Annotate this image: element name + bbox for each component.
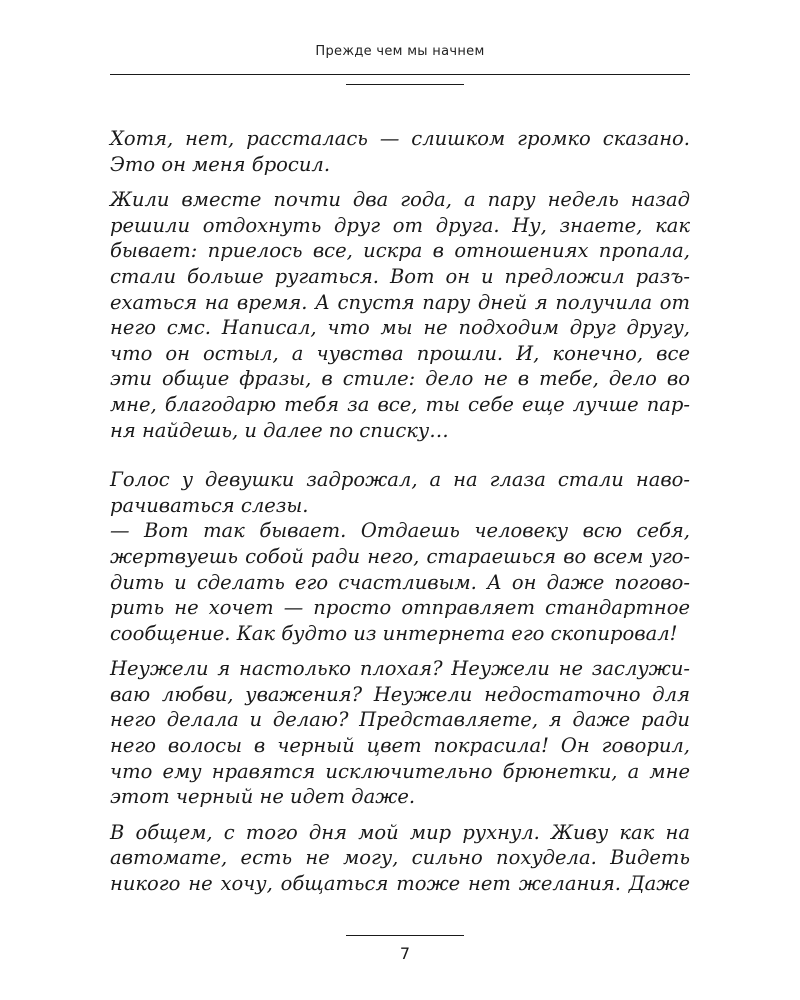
text-line: мне, благодарю тебя за все, ты себе еще лучше пар- [110,392,690,416]
text-line: Неужели я настолько плохая? Неужели не заслужи- [110,657,690,681]
text-line: — Вот так бывает. Отдаешь человеку всю себя, [110,519,690,543]
text-line: Жили вместе почти два года, а пару недель назад [110,188,690,212]
header-rule [110,74,690,75]
running-title: Прежде чем мы начнем [315,44,485,59]
text-line: него волосы в черный цвет покрасила! Он говорил, [110,734,690,758]
footer-rule [346,935,464,936]
text-line: ваю любви, уважения? Неужели недостаточно для [110,682,690,706]
paragraph-1 [110,126,690,177]
paragraph-4 [110,656,690,810]
text-line: Это он меня бросил. [110,152,331,176]
text-line: дить и сделать его счастливым. А он даже погово- [110,570,690,594]
paragraph-2 [110,187,690,443]
text-line: ехаться на время. А спустя пару дней я получила от [110,290,690,314]
text-line: рачиваться слезы. [110,493,309,517]
paragraph-5 [110,820,690,897]
header-short-rule [346,84,464,85]
body-text [110,126,690,897]
text-line: В общем, с того дня мой мир рухнул. Живу как на [110,820,690,844]
text-line: рить не хочет — просто отправляет стандартное [110,596,690,620]
text-line: бывает: приелось все, искра в отношениях пропала, [110,239,690,263]
text-line: Хотя, нет, рассталась — слишком громко сказано. [110,127,690,150]
text-line: эти общие фразы, в стиле: дело не в тебе, дело во [110,367,690,391]
text-line: сообщение. Как будто из интернета его скопировал! [110,621,678,645]
text-line: решили отдохнуть друг от друга. Ну, знаете, как [110,213,690,237]
text-line: ня найдешь, и далее по списку… [110,418,449,442]
text-line: Голос у девушки задрожал, а на глаза стали наво- [110,468,690,492]
text-line: этот черный не идет даже. [110,785,416,809]
text-line: стали больше ругаться. Вот он и предложил разъ- [110,264,690,288]
text-line: никого не хочу, общаться тоже нет желания. Даже [110,872,690,896]
text-line: автомате, есть не могу, сильно похудела. Видеть [110,846,690,870]
text-line: что он остыл, а чувства прошли. И, конечно, все [110,341,690,365]
paragraph-3 [110,467,690,646]
page-number: 7 [399,944,411,963]
text-line: него смс. Написал, что мы не подходим друг другу, [110,316,690,340]
text-line: него делала и делаю? Представляете, я даже ради [110,708,690,732]
text-line: что ему нравятся исключительно брюнетки, а мне [110,759,690,783]
text-line: жертвуешь собой ради него, стараешься во всем уго- [110,544,690,568]
